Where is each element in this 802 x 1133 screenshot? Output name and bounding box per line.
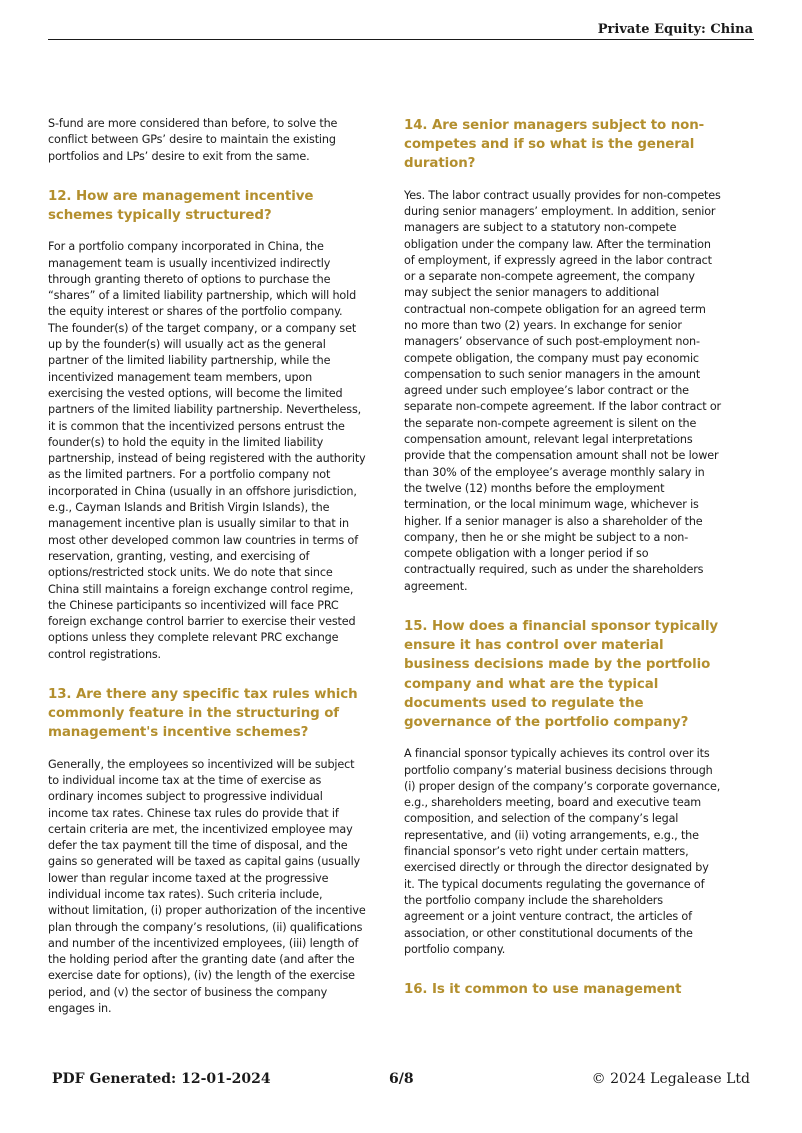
left-column (48, 116, 366, 1017)
header-divider (48, 39, 754, 40)
page-footer (0, 1071, 802, 1091)
question-12-answer: For a portfolio company incorporated in China, the management team is usually incentivized indirectly through granting thereto of options to purchase the “shares” of a limited liability partnership, which will hold the equity interest or shares of the portfolio company. The founder(s) of the target company, or a company set up by the founder(s) will usually act as the general partner of the limited liability partnership, while the incentivized management team members, upon exercising the vested options, will become the limited partners of the limited liability partnership. Nevertheless, it is common that the incentivized persons entrust the founder(s) to hold the equity in the limited liability partnership, instead of being registered with the authority as the limited partners. For a portfolio company not incorporated in China (usually in an offshore jurisdiction, e.g., Cayman Islands and British Virgin Islands), the management incentive plan is usually similar to that in most other developed common law countries in terms of reservation, granting, vesting, and exercising of options/restricted stock units. We do note that since China still maintains a foreign exchange control regime, the Chinese participants so incentivized will face PRC foreign exchange control barrier to exercise their vested options unless they complete relevant PRC exchange control registrations. (48, 240, 366, 661)
question-15-answer: A financial sponsor typically achieves its control over its portfolio company’s material business decisions through (i) proper design of the company’s corporate governance, e.g., shareholders meeting, board and executive team composition, and selection of the company’s legal representative, and (ii) voting arrangements, e.g., the financial sponsor’s veto right under certain matters, exercised directly or through the director designated by it. The typical documents regulating the governance of the portfolio company include the shareholders agreement or a joint venture contract, the articles of association, or other constitutional documents of the portfolio company. (404, 747, 721, 956)
question-15-heading: 15. How does a financial sponsor typically ensure it has control over material business decisions made by the portfolio company and what are the typical documents used to regulate the governance of the portfolio company? (404, 619, 719, 731)
question-13-heading: 13. Are there any specific tax rules which commonly feature in the structuring of management's incentive schemes? (48, 687, 358, 741)
question-12-heading: 12. How are management incentive schemes typically structured? (48, 188, 314, 224)
question-13-answer: Generally, the employees so incentivized will be subject to individual income tax at the time of exercise as ordinary incomes subject to progressive individual income tax rates. Chinese tax rules do provide that if certain criteria are met, the incentivized employee may defer the tax payment till the time of disposal, and the gains so generated will be taxed as capital gains (usually lower than regular income taxed at the progressive individual income tax rates). Such criteria include, without limitation, (i) proper authorization of the incentive plan through the company’s resolutions, (ii) qualifications and number of the incentivized employees, (iii) length of the holding period after the granting date (and after the exercise date for options), (iv) the length of the exercise period, and (v) the sector of business the company engages in. (48, 757, 366, 1016)
pdf-generated-date: PDF Generated: 12-01-2024 (52, 1071, 271, 1087)
page-header-title: Private Equity: China (597, 22, 753, 37)
question-14-heading: 14. Are senior managers subject to non-competes and if so what is the general duration? (404, 118, 705, 172)
question-14-answer: Yes. The labor contract usually provides for non-competes during senior managers’ employment. In addition, senior managers are subject to a statutory non-compete obligation under the company law. After the termination of employment, if expressly agreed in the labor contract or a separate non-compete agreement, the company may subject the senior managers to additional contractual non-compete obligation for an agreed term no more than two (2) years. In exchange for senior managers’ observance of such post-employment non-compete obligation, the company must pay economic compensation to such senior managers in the amount agreed under such employee’s labor contract or the separate non-compete agreement. If the labor contract or the separate non-compete agreement is silent on the compensation amount, relevant legal interpretations provide that the compensation amount shall not be lower than 30% of the employee’s average monthly salary in the twelve (12) months before the employment termination, or the local minimum wage, whichever is higher. If a senior manager is also a shareholder of the company, then he or she might be subject to a non-compete obligation with a longer period if so contractually required, such as under the shareholders agreement. (404, 188, 722, 593)
question-16-heading: 16. Is it common to use management (404, 982, 682, 998)
right-column (404, 116, 722, 999)
page-number: 6/8 (389, 1071, 414, 1087)
intro-paragraph: S-fund are more considered than before, to solve the conflict between GPs’ desire to maintain the existing portfolios and LPs’ desire to exit from the same. (48, 117, 338, 163)
copyright-notice: © 2024 Legalease Ltd (591, 1071, 750, 1087)
